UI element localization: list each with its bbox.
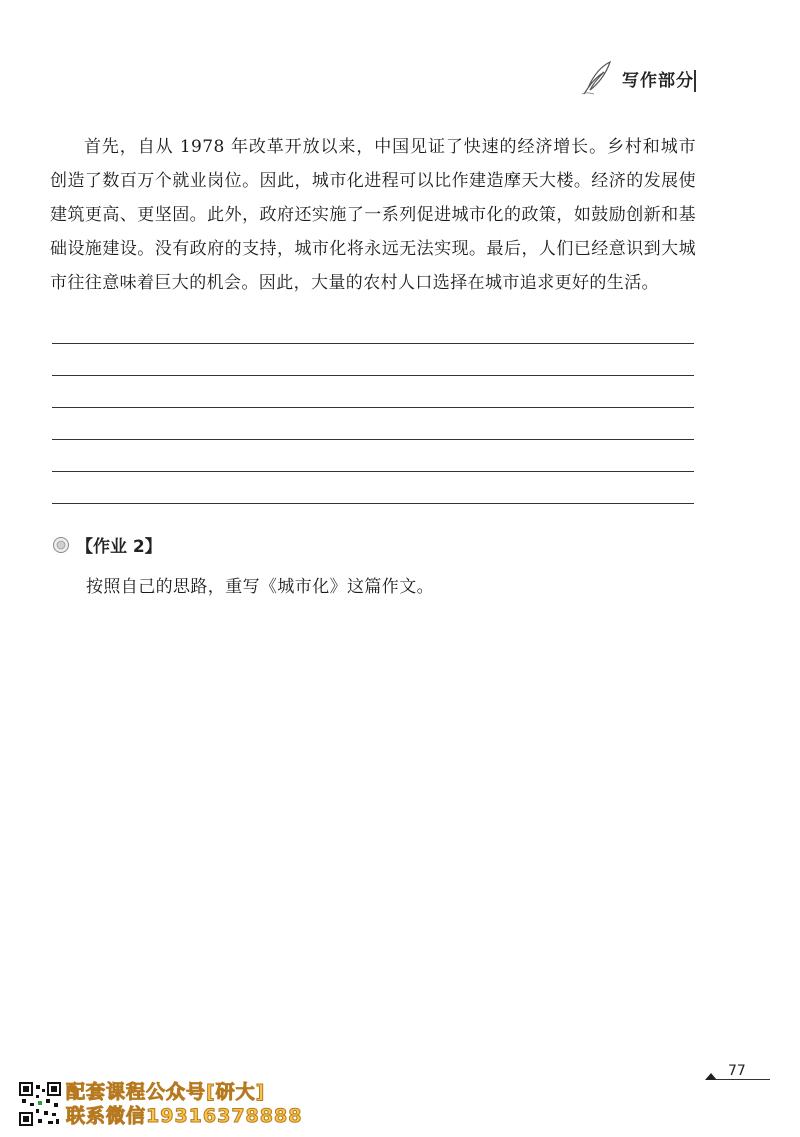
section-title: 写作部分 bbox=[622, 70, 694, 91]
answer-lines bbox=[52, 312, 694, 504]
homework-heading bbox=[52, 532, 162, 557]
quill-pen-icon bbox=[580, 60, 614, 96]
watermark-text bbox=[66, 1080, 302, 1128]
page-number: 77 bbox=[728, 1063, 746, 1079]
answer-line[interactable] bbox=[52, 344, 694, 376]
answer-line[interactable] bbox=[52, 472, 694, 504]
qr-code-icon bbox=[18, 1081, 62, 1127]
page-number-rule bbox=[716, 1079, 770, 1080]
homework-title: 【作业 2】 bbox=[76, 537, 162, 557]
watermark bbox=[18, 1080, 302, 1128]
header-divider bbox=[694, 70, 696, 92]
watermark-line-2: 联系微信19316378888 bbox=[66, 1105, 303, 1127]
answer-line[interactable] bbox=[52, 312, 694, 344]
answer-line[interactable] bbox=[52, 440, 694, 472]
homework-instruction: 按照自己的思路，重写《城市化》这篇作文。 bbox=[86, 577, 434, 597]
answer-line[interactable] bbox=[52, 408, 694, 440]
circle-bullet-icon bbox=[52, 536, 70, 554]
essay-paragraph: 首先，自从 1978 年改革开放以来，中国见证了快速的经济增长。乡村和城市创造了数百万个就业岗位。因此，城市化进程可以比作建造摩天大楼。经济的发展使建筑更高、更坚固。此外，政府还实施了一系列促进城市化的政策，如鼓励创新和基础设施建设。没有政府的支持，城市化将永远无法实现。最后，人们已经意识到大城市往往意味着巨大的机会。因此，大量的农村人口选择在城市追求更好的生活。 bbox=[50, 137, 696, 293]
answer-line[interactable] bbox=[52, 376, 694, 408]
page-header bbox=[580, 58, 694, 98]
watermark-line-1: 配套课程公众号[研大] bbox=[66, 1081, 266, 1103]
